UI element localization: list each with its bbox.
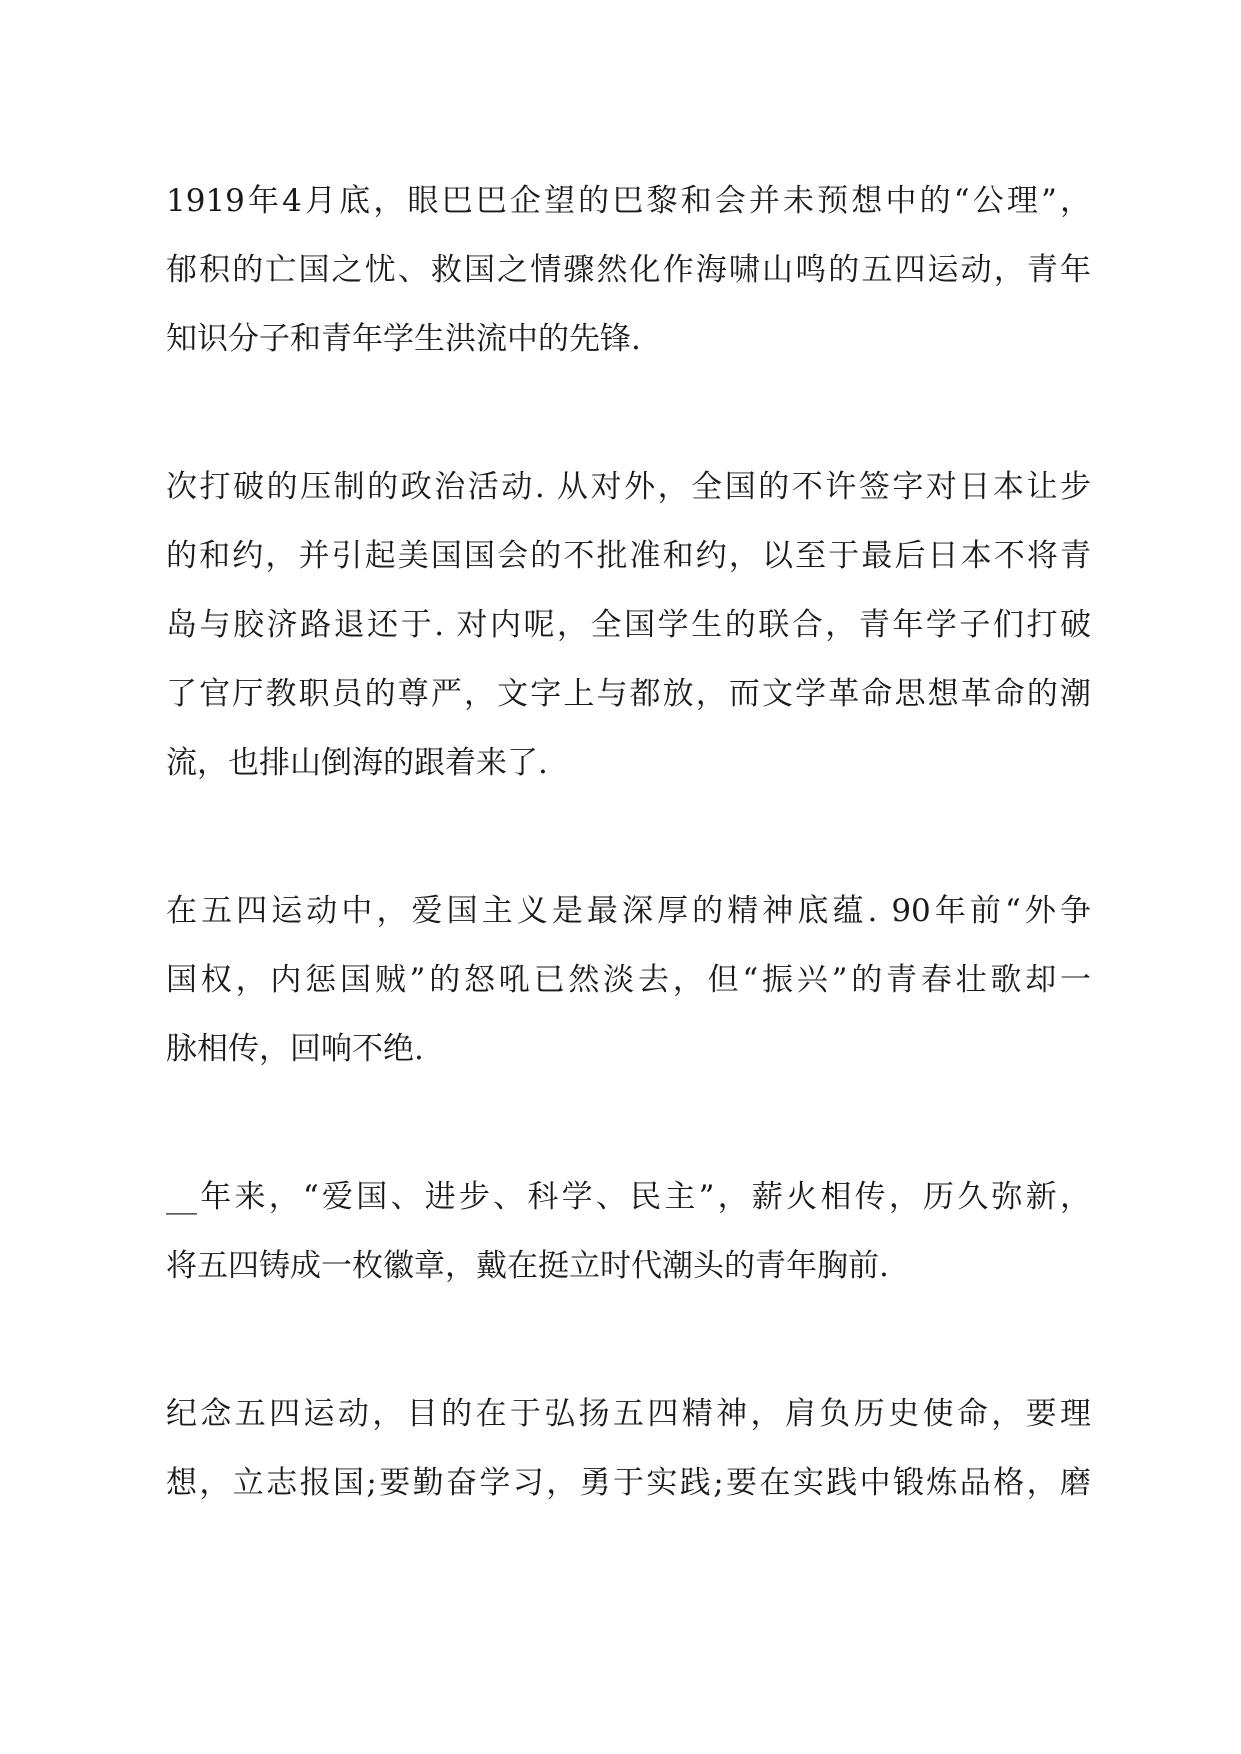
paragraph-1-line-2: 郁积的亡国之忧、救国之情骤然化作海啸山鸣的五四运动，青年 — [166, 252, 1091, 288]
paragraph-2-line-5: 流，也排山倒海的跟着来了. — [166, 745, 548, 781]
paragraph-3-line-1: 在五四运动中，爱国主义是最深厚的精神底蕴. 90年前“外争 — [166, 893, 1091, 929]
paragraph-4-line-2: 将五四铸成一枚徽章，戴在挺立时代潮头的青年胸前. — [166, 1248, 889, 1284]
paragraph-5-line-1: 纪念五四运动，目的在于弘扬五四精神，肩负历史使命，要理 — [166, 1396, 1091, 1432]
paragraph-2-line-4: 了官厅教职员的尊严，文字上与都放，而文学革命思想革命的潮 — [166, 676, 1091, 712]
paragraph-1-line-3: 知识分子和青年学生洪流中的先锋. — [166, 321, 641, 357]
paragraph-4-line-1: __年来，“爱国、进步、科学、民主”，薪火相传，历久弥新， — [166, 1179, 1091, 1215]
paragraph-3-line-3: 脉相传，回响不绝. — [166, 1031, 424, 1067]
paragraph-2-line-3: 岛与胶济路退还于. 对内呢，全国学生的联合，青年学子们打破 — [166, 607, 1091, 643]
paragraph-1-line-1: 1919年4月底，眼巴巴企望的巴黎和会并未预想中的“公理”， — [166, 183, 1091, 219]
paragraph-3-line-2: 国权，内惩国贼”的怒吼已然淡去，但“振兴”的青春壮歌却一 — [166, 962, 1091, 998]
paragraph-2-line-1: 次打破的压制的政治活动. 从对外，全国的不许签字对日本让步 — [166, 469, 1091, 505]
paragraph-2-line-2: 的和约，并引起美国国会的不批准和约，以至于最后日本不将青 — [166, 538, 1091, 574]
paragraph-5-line-2: 想，立志报国;要勤奋学习，勇于实践;要在实践中锻炼品格，磨 — [166, 1465, 1091, 1501]
